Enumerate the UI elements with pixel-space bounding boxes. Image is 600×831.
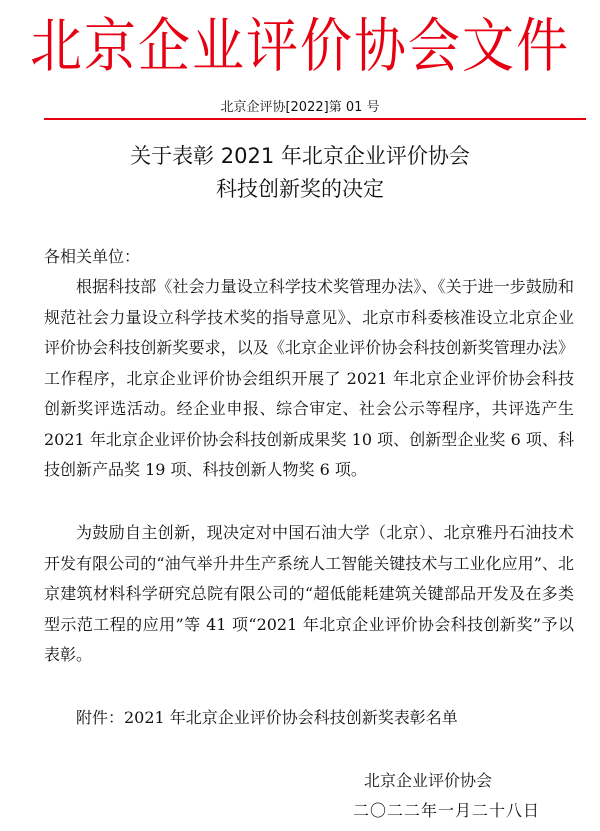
signature-organization: 北京企业评价协会 — [363, 771, 492, 790]
document-masthead: 北京企业评价协会文件 — [29, 13, 570, 81]
header-divider — [44, 118, 586, 120]
body-paragraph-1: 根据科技部《社会力量设立科学技术奖管理办法》、《关于进一步鼓励和规范社会力量设立科学技术奖的指导意见》、北京市科委核准设立北京企业评价协会科技创新奖要求，以及《北京企业评价协会科技创新奖管理办法》工作程序，北京企业评价协会组织开展了 2021 年北京企业评价协会科技创新奖评选活动。经企业申报、综合审定、社会公示等程序，共评选产生 2021 年北京企业评价协会科技创新成果奖 10 项、创新型企业奖 6 项、科技创新产品奖 19 项、科技创新人物奖 6 项。 — [44, 277, 574, 479]
document-title-line1: 关于表彰 2021 年北京企业评价协会 — [130, 144, 470, 168]
salutation: 各相关单位： — [44, 247, 141, 266]
attachment-line: 附件：2021 年北京企业评价协会科技创新奖表彰名单 — [76, 708, 458, 727]
document-number: 北京企评协[2022]第 01 号 — [220, 100, 380, 115]
body-paragraph-2: 为鼓励自主创新，现决定对中国石油大学（北京）、北京雅丹石油技术开发有限公司的“油气举升井生产系统人工智能关键技术与工业化应用”、北京建筑材料科学研究总院有限公司的“超低能耗建筑关键部品开发及在多类型示范工程的应用”等 41 项“2021 年北京企业评价协会科技创新奖”予以表彰。 — [44, 523, 574, 664]
document-title-line2: 科技创新奖的决定 — [216, 177, 384, 201]
signature-date: 二〇二二年一月二十八日 — [352, 801, 540, 820]
